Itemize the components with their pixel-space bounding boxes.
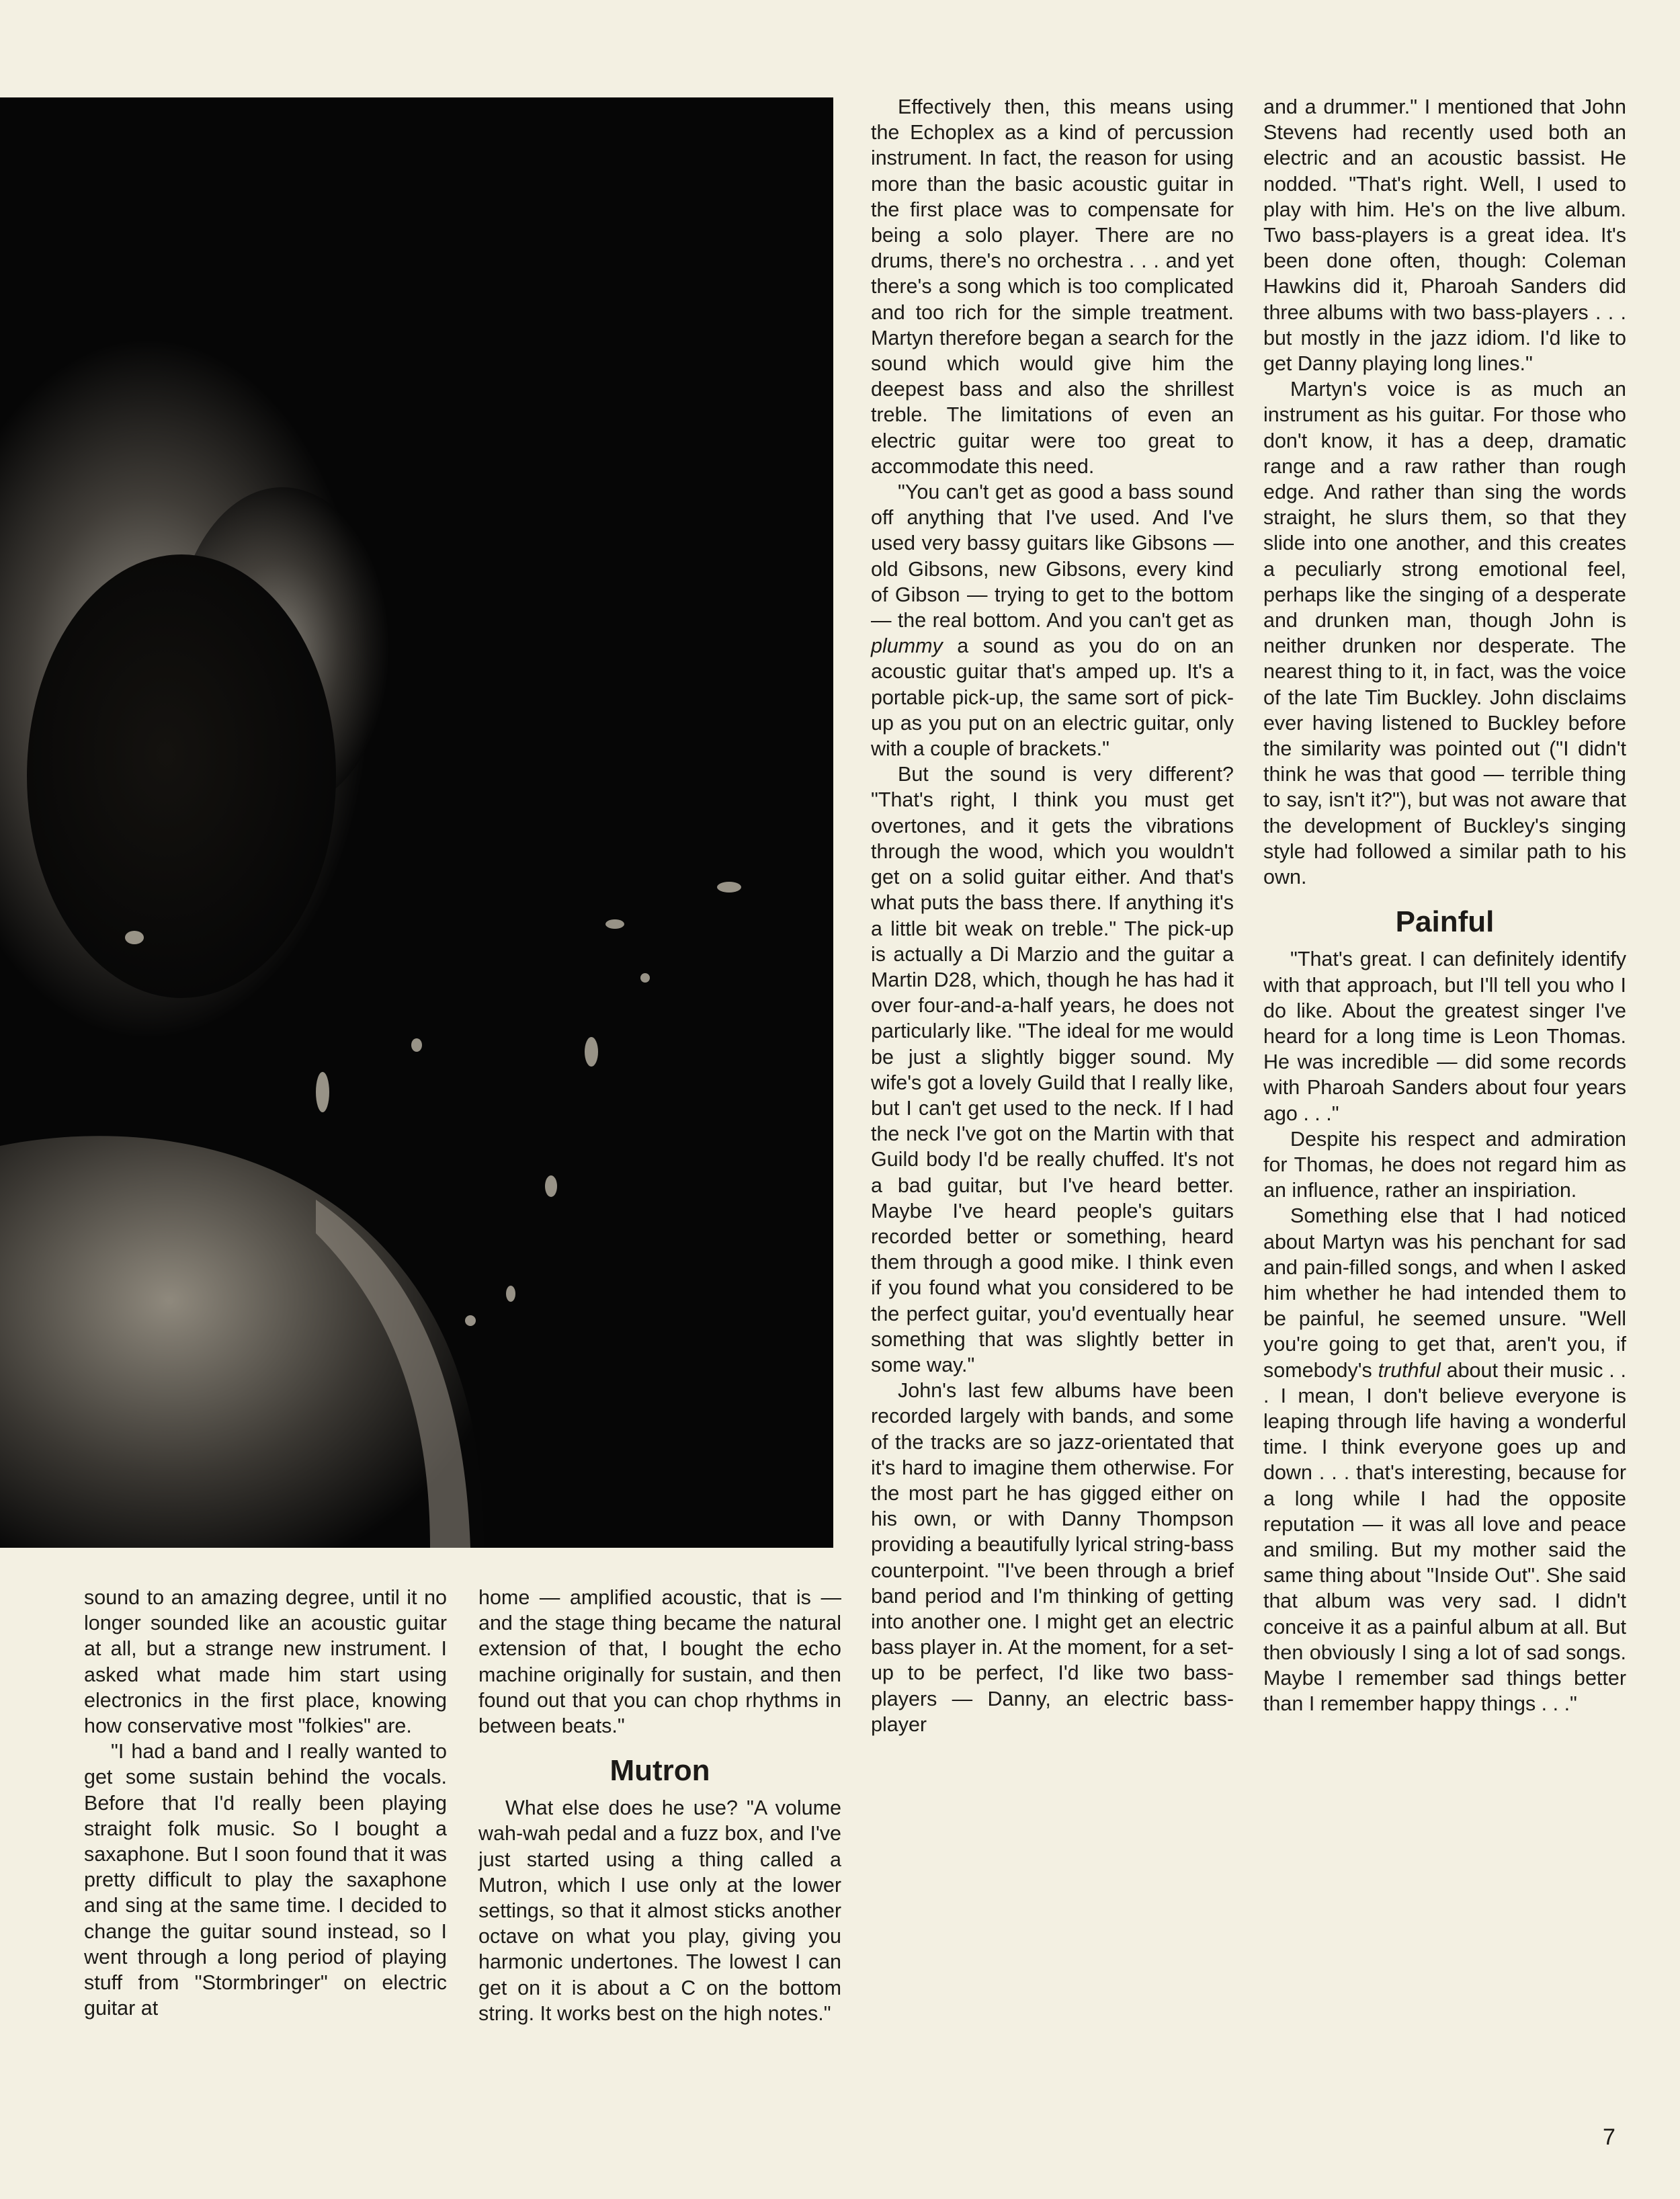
text-column-1 xyxy=(84,1585,447,2021)
concert-photo-icon xyxy=(0,97,833,1548)
paragraph xyxy=(1263,1203,1626,1716)
text-column-3 xyxy=(871,94,1234,1737)
paragraph: and a drummer." I mentioned that John Stevens had recently used both an electric and an acoustic bassist. He nodded. "That's right. Well, I used to play with him. He's on the live album. Two bass-players is a great idea. It's been done often, though: Coleman Hawkins did it, Pharoah Sanders did three albums with two bass-players . . . but mostly in the jazz idiom. I'd like to get Danny playing long lines." xyxy=(1263,95,1626,376)
paragraph xyxy=(871,479,1234,761)
paragraph: What else does he use? "A volume wah-wah pedal and a fuzz box, and I've just started using a thing called a Mutron, which I use only at the lower settings, so that it almost sticks another octave on what you play, giving you harmonic undertones. The lowest I can get on it is about a C on the bottom string. It works best on the high notes." xyxy=(478,1796,841,2025)
emphasis-text: truthful xyxy=(1378,1358,1441,1382)
text-column-4 xyxy=(1263,94,1626,1716)
text-column-2 xyxy=(478,1585,841,2026)
paragraph-text: a sound as you do on an acoustic guitar that's amped up. It's a portable pick-up, the same sort of pick-up as you put on an electric guitar, only with a couple of brackets." xyxy=(871,634,1234,761)
page-number: 7 xyxy=(1603,2124,1615,2150)
paragraph: Despite his respect and admiration for Thomas, he does not regard him as an influence, rather an inspiriation. xyxy=(1263,1127,1626,1202)
section-heading-painful: Painful xyxy=(1395,905,1495,939)
concert-photo xyxy=(0,97,833,1548)
paragraph: Effectively then, this means using the Echoplex as a kind of percussion instrument. In fact, the reason for using more than the basic acoustic guitar in the first place was to compensate for being a solo player. There are no drums, there's no orchestra . . . and yet there's a song which is too complicated and too rich for the simple treatment. Martyn therefore began a search for the sound which would give him the deepest bass and also the shrillest treble. The limitations of even an electric guitar were too great to accommodate this need. xyxy=(871,95,1234,478)
paragraph: John's last few albums have been recorded largely with bands, and some of the tracks are so jazz-orientated that it's hard to imagine them otherwise. For the most part he has gigged either on his own, or with Danny Thompson providing a beautifully lyrical string-bass counterpoint. "I've been through a brief band period and I'm thinking of getting into another one. I might get an electric bass player in. At the moment, for a set-up to be perfect, I'd like two bass-players — Danny, an electric bass-player xyxy=(871,1379,1234,1736)
paragraph: But the sound is very different? "That's right, I think you must get overtones, and it gets the vibrations through the wood, which you wouldn't get on a solid guitar either. And that's what puts the bass there. If anything it's a little bit weak on treble." The pick-up is actually a Di Marzio and the guitar a Martin D28, which, though he has had it over four-and-a-half years, he does not particularly like. "The ideal for me would be just a slightly bigger sound. My wife's got a lovely Guild that I really like, but I can't get used to the neck. If I had the neck I've got on the Martin with that Guild body I'd be really chuffed. It's not a bad guitar, but I've heard better. Maybe I've heard people's guitars recorded better or something, heard them through a good mike. I think even if you found what you considered to be the perfect guitar, you'd eventually hear something that was slightly better in some way." xyxy=(871,763,1234,1376)
paragraph-text: about their music . . . I mean, I don't believe everyone is leaping through life having a wonderful time. I think everyone goes up and down . . . that's interesting, because for a long while I had the opposite reputation — it was all love and peace and smiling. But my mother said the same thing about "Inside Out". She said that album was very sad. I didn't conceive it as a painful album at all. But then obviously I sing a lot of sad songs. Maybe I remember sad things better than I remember happy things . . ." xyxy=(1263,1358,1626,1716)
section-heading-mutron: Mutron xyxy=(610,1754,710,1788)
paragraph: Martyn's voice is as much an instrument as his guitar. For those who don't know, it has a deep, dramatic range and a raw rather than rough edge. And rather than sing the words straight, he slurs them, so that they slide into one another, and this creates a peculiarly strong emotional feel, perhaps like the singing of a desperate and drunken man, though John is neither drunken nor desperate. The nearest thing to it, in fact, was the voice of the late Tim Buckley. John disclaims ever having listened to Buckley before the similarity was pointed out ("I didn't think he was that good — terrible thing to say, isn't it?"), but was not aware that the development of Buckley's singing style had followed a similar path to his own. xyxy=(1263,378,1626,889)
paragraph: "That's great. I can definitely identify with that approach, but I'll tell you who I do like. About the greatest singer I've heard for a long time is Leon Thomas. He was incredible — did some records with Pharoah Sanders about four years ago . . ." xyxy=(1263,948,1626,1125)
paragraph: "I had a band and I really wanted to get some sustain behind the vocals. Before that I'd really been playing straight folk music. So I bought a saxaphone. But I soon found that it was pretty difficult to play the saxaphone and sing at the same time. I decided to change the guitar sound instead, so I went through a long period of playing stuff from "Stormbringer" on electric guitar at xyxy=(84,1740,447,2020)
paragraph-text: Something else that I had noticed about Martyn was his penchant for sad and pain-filled songs, and when I asked him whether he had intended them to be painful, he seemed unsure. "Well you're going to get that, aren't you, if somebody's xyxy=(1263,1204,1626,1382)
paragraph-text: "You can't get as good a bass sound off anything that I've used. And I've used very bassy guitars like Gibsons — old Gibsons, new Gibsons, every kind of Gibson — trying to get to the bottom — the real bottom. And you can't get as xyxy=(871,481,1234,632)
paragraph: sound to an amazing degree, until it no longer sounded like an acoustic guitar at all, but a strange new instrument. I asked what made him start using electronics in the first place, knowing how conservative most "folkies" are. xyxy=(84,1586,447,1738)
paragraph: home — amplified acoustic, that is — and the stage thing became the natural extension of that, I bought the echo machine originally for sustain, and then found out that you can chop rhythms in between beats." xyxy=(478,1586,841,1738)
emphasis-text: plummy xyxy=(871,634,943,658)
